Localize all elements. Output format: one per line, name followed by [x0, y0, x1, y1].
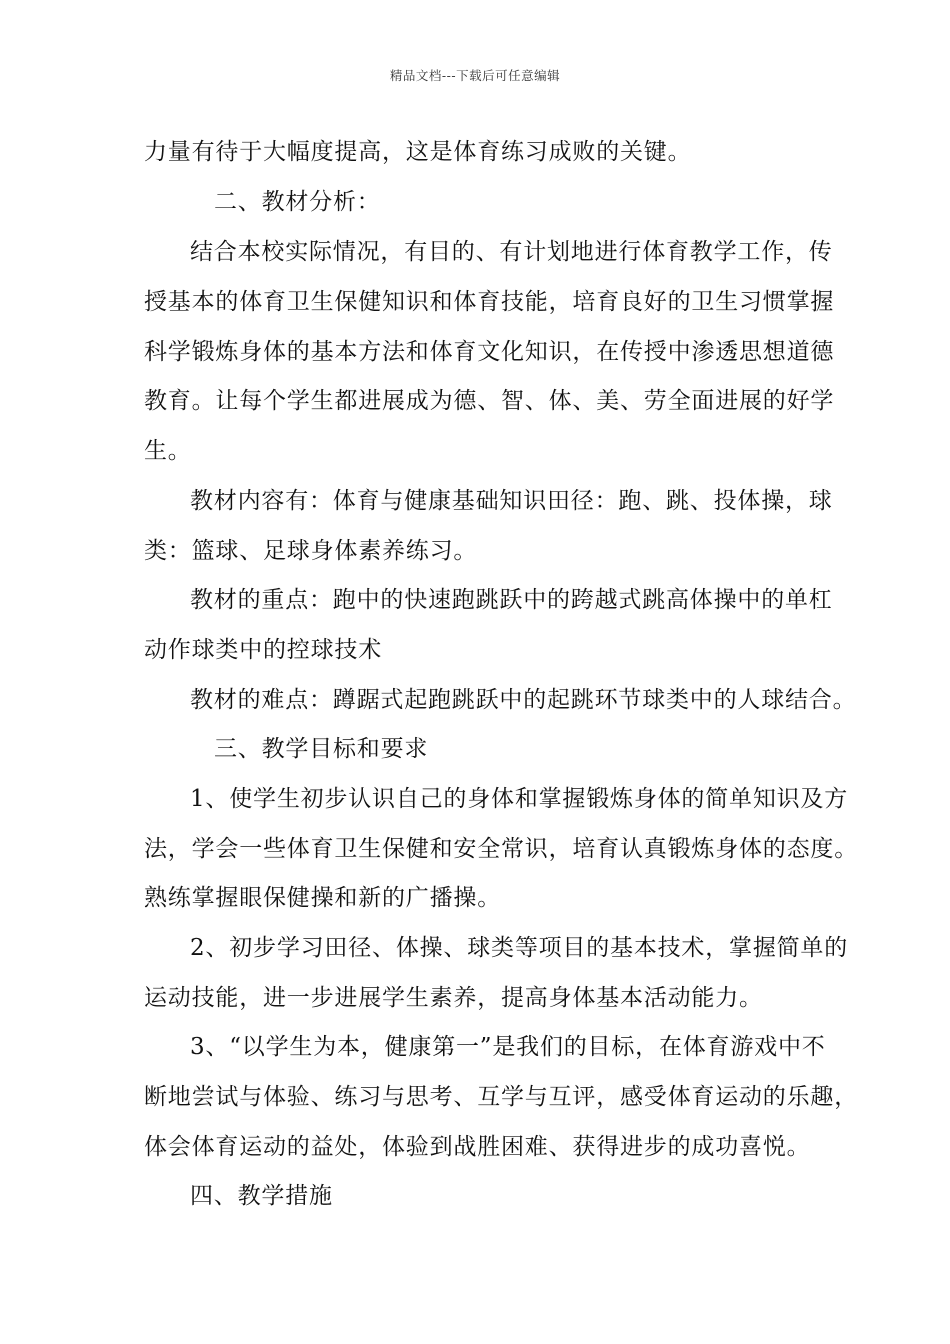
paragraph-line: 教材的难点：蹲踞式起跑跳跃中的起跳环节球类中的人球结合。	[190, 687, 857, 713]
paragraph-line: 教材的重点：跑中的快速跑跳跃中的跨越式跳高体操中的单杠	[190, 587, 833, 613]
paragraph-line: 科学锻炼身体的基本方法和体育文化知识，在传授中渗透思想道德	[144, 339, 835, 365]
paragraph-line: 2、初步学习田径、体操、球类等项目的基本技术，掌握简单的	[190, 935, 849, 961]
paragraph-line: 运动技能，进一步进展学生素养，提高身体基本活动能力。	[144, 985, 763, 1011]
section-heading: 二、教材分析：	[214, 189, 381, 215]
paragraph-line: 力量有待于大幅度提高，这是体育练习成败的关键。	[144, 139, 692, 165]
paragraph-line: 类：篮球、足球身体素养练习。	[144, 538, 478, 564]
paragraph-line: 动作球类中的控球技术	[144, 637, 382, 663]
paragraph-line: 1、使学生初步认识自己的身体和掌握锻炼身体的简单知识及方	[190, 786, 849, 812]
paragraph-line: 生。	[144, 438, 192, 464]
section-heading: 四、教学措施	[190, 1183, 333, 1209]
paragraph-line: 结合本校实际情况，有目的、有计划地进行体育教学工作，传	[190, 239, 833, 265]
page-header: 精品文档---下载后可任意编辑	[389, 68, 561, 83]
paragraph-line: 3、“以学生为本，健康第一”是我们的目标，在体育游戏中不	[190, 1034, 826, 1060]
paragraph-line: 断地尝试与体验、练习与思考、互学与互评，感受体育运动的乐趣，	[144, 1084, 858, 1110]
paragraph-line: 教育。让每个学生都进展成为德、智、体、美、劳全面进展的好学	[144, 388, 835, 414]
paragraph-line: 熟练掌握眼保健操和新的广播操。	[144, 885, 501, 911]
paragraph-line: 教材内容有：体育与健康基础知识田径：跑、跳、投体操，球	[190, 488, 833, 514]
paragraph-line: 授基本的体育卫生保健知识和体育技能，培育良好的卫生习惯掌握	[144, 289, 835, 315]
paragraph-line: 体会体育运动的益处，体验到战胜困难、获得进步的成功喜悦。	[144, 1134, 811, 1160]
section-heading: 三、教学目标和要求	[214, 736, 429, 762]
paragraph-line: 法，学会一些体育卫生保健和安全常识，培育认真锻炼身体的态度。	[144, 836, 858, 862]
